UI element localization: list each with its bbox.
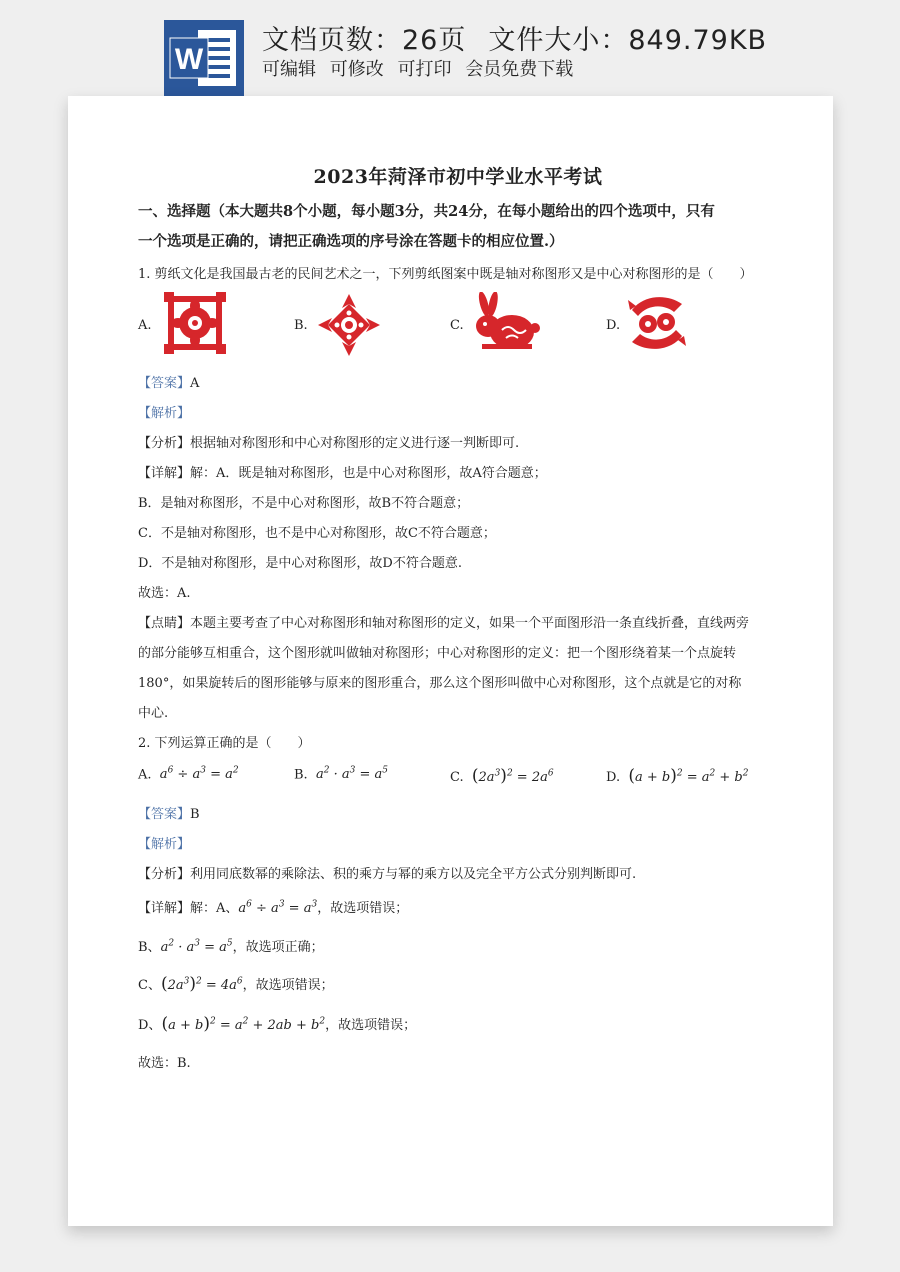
q2-answer: 【答案】B xyxy=(138,807,200,822)
page-title: 2023年菏泽市初中学业水平考试 xyxy=(313,166,603,188)
q2-detail-a: 【详解】解：A、$a^6 \div a^3 = a^3$，故选项错误； xyxy=(138,899,409,916)
q2-option-d: D. $(a + b)^2 = a^2 + b^2$ xyxy=(606,766,749,786)
feature-member-download[interactable]: 会员免费下载 xyxy=(465,59,574,80)
svg-text:W: W xyxy=(174,43,204,76)
q1-detail-b: B．是轴对称图形，不是中心对称图形，故B不符合题意； xyxy=(138,496,470,511)
word-document-icon xyxy=(164,20,244,96)
q2-formula-d: $(a + b)^2 = a^2 + b^2$ xyxy=(628,766,749,786)
papercut-fish-image-d xyxy=(624,290,690,356)
q2-detail-b: B、$a^2 \cdot a^3 = a^5$，故选项正确； xyxy=(138,938,324,955)
q2-formula-a: $a^6 \div a^3 = a^2$ xyxy=(159,766,239,783)
q2-option-b: B. $a^2 \cdot a^3 = a^5$ xyxy=(294,766,388,783)
q1-dianjing-line1: 【点睛】本题主要考查了中心对称图形和轴对称图形的定义，如果一个平面图形沿一条直线折叠，直线两旁 xyxy=(138,616,750,631)
q2-detail-c: C、$(2a^3)^2 = 4a^6$，故选项错误； xyxy=(138,974,334,994)
feature-list xyxy=(262,55,581,81)
q2-stem: 2. 下列运算正确的是（ ） xyxy=(138,736,311,751)
q2-formula-b: $a^2 \cdot a^3 = a^5$ xyxy=(315,766,388,783)
document-page xyxy=(68,96,833,1226)
q1-detail-c: C．不是轴对称图形，也不是中心对称图形，故C不符合题意； xyxy=(138,526,496,541)
download-header xyxy=(0,0,900,96)
q1-choice: 故选：A. xyxy=(138,586,191,601)
q1-dianjing-line3: 180°，如果旋转后的图形能够与原来的图形重合，那么这个图形叫做中心对称图形，这个点就是它的对称 xyxy=(138,676,742,691)
q2-formula-c: $(2a^3)^2 = 2a^6$ xyxy=(471,766,554,786)
q1-answer: 【答案】A xyxy=(138,376,200,391)
q2-fenxi: 【分析】利用同底数幂的乘除法、积的乘方与幂的乘方以及完全平方公式分别判断即可. xyxy=(138,867,637,882)
page-count: 文档页数：26页 xyxy=(262,25,467,56)
q1-option-c-label: C. xyxy=(450,318,464,333)
papercut-snowflake-image-b xyxy=(316,292,382,358)
section-heading-line1: 一、选择题（本大题共8个小题，每小题3分，共24分，在每小题给出的四个选项中，只有 xyxy=(138,203,715,220)
section-heading-line2: 一个选项是正确的，请把正确选项的序号涂在答题卡的相应位置.） xyxy=(138,233,564,250)
q2-detail-d: D、$(a + b)^2 = a^2 + 2ab + b^2$，故选项错误； xyxy=(138,1014,417,1034)
q1-dianjing-line4: 中心. xyxy=(138,706,169,721)
q1-dianjing-line2: 的部分能够互相重合，这个图形就叫做轴对称图形；中心对称图形的定义：把一个图形绕着某一个点旋转 xyxy=(138,646,737,661)
q1-option-d-label: D. xyxy=(606,318,621,333)
q1-option-a-label: A. xyxy=(138,318,152,333)
q2-option-c: C. $(2a^3)^2 = 2a^6$ xyxy=(450,766,554,786)
q2-choice: 故选：B. xyxy=(138,1056,191,1071)
q1-detail-d: D．不是轴对称图形，是中心对称图形，故D不符合题意. xyxy=(138,556,462,571)
q1-stem: 1. 剪纸文化是我国最古老的民间艺术之一，下列剪纸图案中既是轴对称图形又是中心对称图形的是（ ） xyxy=(138,267,753,282)
q2-option-a: A. $a^6 \div a^3 = a^2$ xyxy=(138,766,239,783)
file-size: 文件大小：849.79KB xyxy=(488,25,768,56)
feature-printable: 可打印 xyxy=(397,59,452,80)
q1-analysis-tag: 【解析】 xyxy=(138,406,191,421)
q1-fenxi: 【分析】根据轴对称图形和中心对称图形的定义进行逐一判断即可. xyxy=(138,436,520,451)
papercut-flower-image-a xyxy=(164,292,226,354)
feature-editable: 可编辑 xyxy=(262,59,316,80)
feature-modifiable: 可修改 xyxy=(329,59,384,80)
document-stats xyxy=(262,18,789,57)
q1-option-b-label: B. xyxy=(294,318,308,333)
q2-analysis-tag: 【解析】 xyxy=(138,837,191,852)
q1-detail-a: 【详解】解：A．既是轴对称图形，也是中心对称图形，故A符合题意； xyxy=(138,466,547,481)
papercut-rabbit-image-c xyxy=(468,292,540,356)
